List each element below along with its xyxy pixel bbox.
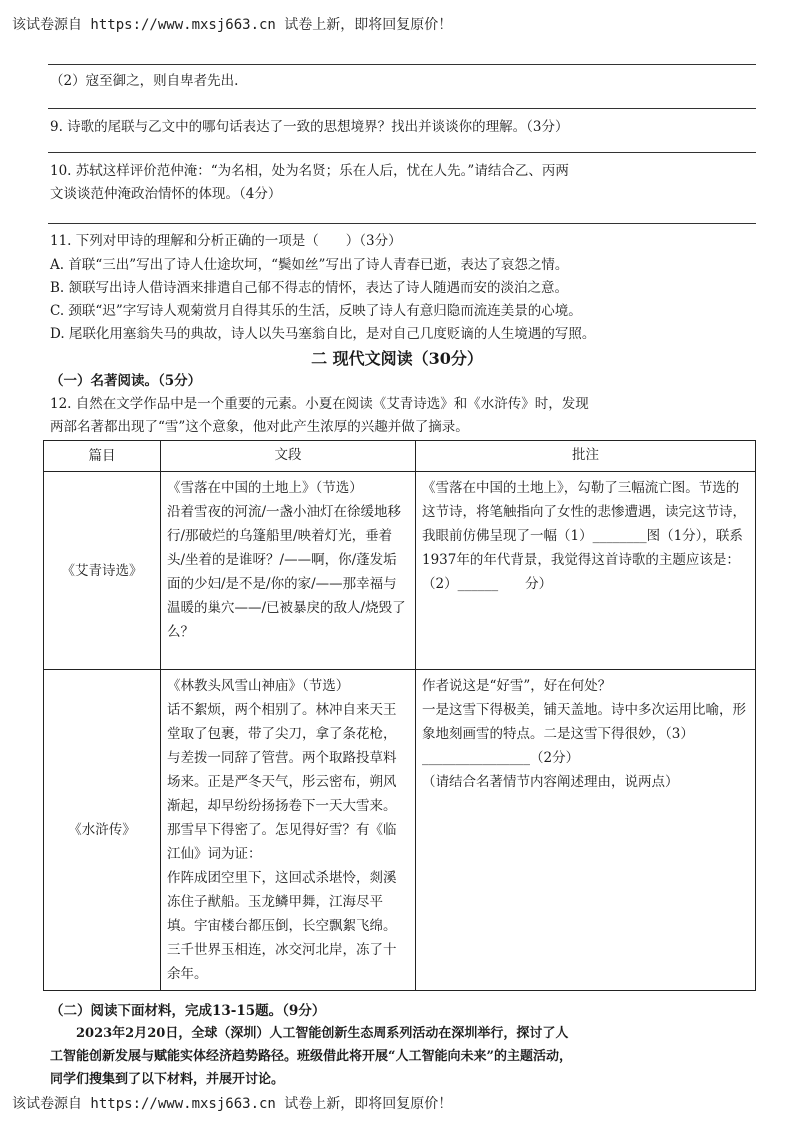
subsection-2-title: （二）阅读下面材料，完成13-15题。（9分） bbox=[50, 1003, 326, 1019]
paragraph-line: 同学们搜集到了以下材料，并展开讨论。 bbox=[50, 1072, 285, 1087]
subsection-1-title: （一）名著阅读。（5分） bbox=[50, 373, 202, 389]
question-11: 11. 下列对甲诗的理解和分析正确的一项是（ ）（3分） bbox=[50, 233, 402, 249]
section-2-title: 二 现代文阅读（30分） bbox=[311, 349, 483, 368]
answer-line bbox=[48, 108, 756, 109]
row-title: 《艾青诗选》 bbox=[44, 472, 161, 670]
excerpt-table bbox=[43, 440, 756, 991]
row-passage: 《林教头风雪山神庙》（节选） 话不絮烦，两个相别了。林冲自来天王堂取了包裹，带了尖刀，拿了条花枪，与差拨一同辞了管营。两个取路投草料场来。正是严冬天气，彤云密布，朔风渐起，却早纷纷扬扬卷下一天大雪来。那雪早下得密了。怎见得好雪？有《临江仙》词为证： 作阵成团空里下，这回忒杀堪怜，剡溪冻住子猷船。玉龙鳞甲舞，江海尽平填。宇宙楼台都压倒，长空飘絮飞绵。三千世界玉相连，冰交河北岸，冻了十余年。 bbox=[161, 670, 416, 991]
option-c: C. 颈联“迟”字写诗人观菊赏月自得其乐的生活，反映了诗人有意归隐而流连美景的心境。 bbox=[50, 303, 582, 319]
question-10-line1: 10. 苏轼这样评价范仲淹：“为名相，处为名贤；乐在人后，忧在人先。”请结合乙、丙两 bbox=[50, 163, 569, 179]
question-12-line1: 12. 自然在文学作品中是一个重要的元素。小夏在阅读《艾青诗选》和《水浒传》时，发现 bbox=[50, 396, 589, 412]
question-10-line2: 文谈谈范仲淹政治情怀的体现。（4分） bbox=[50, 186, 282, 202]
row-passage: 《雪落在中国的土地上》（节选） 沿着雪夜的河流/一盏小油灯在徐缓地移行/那破烂的乌篷船里/映着灯光，垂着头/坐着的是谁呀？/——啊，你/蓬发垢面的少妇/是不是/你的家/——那幸福与温暖的巢穴——/已被暴戾的敌人/烧毁了么？ bbox=[161, 472, 416, 670]
question-12-line2: 两部名著都出现了“雪”这个意象，他对此产生浓厚的兴趣并做了摘录。 bbox=[50, 419, 469, 435]
question-9: 9. 诗歌的尾联与乙文中的哪句话表达了一致的思想境界？找出并谈谈你的理解。（3分） bbox=[50, 119, 569, 135]
row-note: 《雪落在中国的土地上》，勾勒了三幅流亡图。节选的这节诗，将笔触指向了女性的悲惨遭遇，读完这节诗，我眼前仿佛呈现了一幅（1）________图（1分），联系1937年的年代背景，我觉得这首诗歌的主题应该是： （2）______ 分） bbox=[416, 472, 756, 670]
table-header-row bbox=[44, 441, 756, 472]
table-row bbox=[44, 670, 756, 991]
row-title: 《水浒传》 bbox=[44, 670, 161, 991]
header-note: 批注 bbox=[416, 441, 756, 472]
answer-line bbox=[48, 152, 756, 153]
question-2-line: （2）寇至御之，则自卑者先出. bbox=[50, 73, 239, 89]
rule-line bbox=[48, 64, 756, 65]
header-passage: 文段 bbox=[161, 441, 416, 472]
row-note: 作者说这是“好雪”，好在何处？ 一是这雪下得极美，铺天盖地。诗中多次运用比喻，形象地刻画雪的特点。二是这雪下得很妙，（3）________________（2分） （请结合名著情节内容阐述理由，说两点） bbox=[416, 670, 756, 991]
watermark-bottom: 该试卷源自 https://www.mxsj663.cn 试卷上新，即将回复原价！ bbox=[12, 1096, 453, 1112]
option-b: B. 颔联写出诗人借诗酒来排遣自己郁不得志的情怀，表达了诗人随遇而安的淡泊之意。 bbox=[50, 280, 569, 296]
option-d: D. 尾联化用塞翁失马的典故，诗人以失马塞翁自比，是对自己几度贬谪的人生境遇的写照。 bbox=[50, 326, 596, 342]
table-row bbox=[44, 472, 756, 670]
option-a: A. 首联“三出”写出了诗人仕途坎坷，“鬓如丝”写出了诗人青春已逝，表达了哀怨之情。 bbox=[50, 257, 569, 273]
header-title: 篇目 bbox=[44, 441, 161, 472]
paragraph-line: 工智能创新发展与赋能实体经济趋势路径。班级借此将开展“人工智能向未来”的主题活动， bbox=[50, 1049, 572, 1064]
watermark-top: 该试卷源自 https://www.mxsj663.cn 试卷上新，即将回复原价！ bbox=[12, 17, 453, 33]
answer-line bbox=[48, 223, 756, 224]
paragraph-line: 2023年2月20日，全球（深圳）人工智能创新生态周系列活动在深圳举行，探讨了人 bbox=[50, 1026, 569, 1041]
